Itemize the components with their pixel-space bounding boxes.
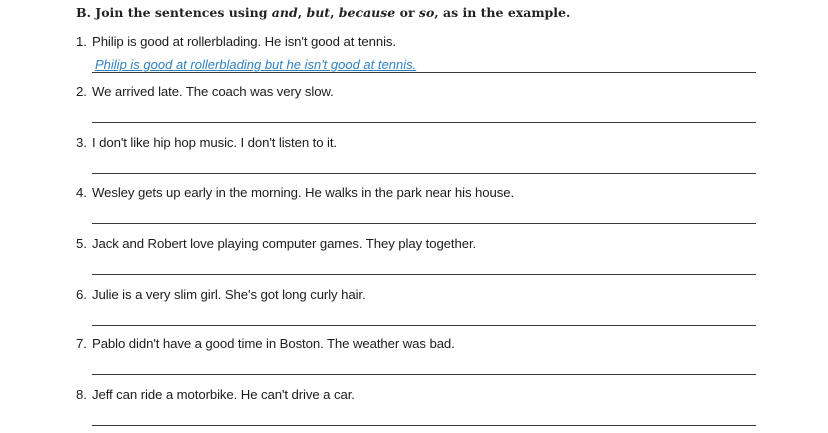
separator: , — [297, 5, 307, 20]
exercise-item-8 — [76, 387, 756, 402]
item-number: 3. — [76, 135, 87, 150]
exercise-item-3 — [76, 135, 756, 150]
question-sentence: I don't like hip hop music. I don't listen to it. — [92, 135, 337, 150]
question-sentence: Pablo didn't have a good time in Boston. The weather was bad. — [92, 336, 455, 351]
question-sentence: Jack and Robert love playing computer games. They play together. — [92, 236, 477, 251]
exercise-item-6 — [76, 287, 756, 302]
word-but: but — [306, 5, 331, 20]
exercise-instruction — [76, 5, 570, 20]
answer-line[interactable] — [92, 54, 756, 73]
exercise-item-4 — [76, 185, 756, 200]
answer-line[interactable] — [92, 407, 756, 426]
question-sentence: We arrived late. The coach was very slow. — [92, 84, 334, 99]
question-sentence: Wesley gets up early in the morning. He walks in the park near his house. — [92, 185, 515, 200]
answer-line[interactable] — [92, 256, 756, 275]
instruction-text-end: , as in the example. — [434, 5, 571, 20]
answer-line[interactable] — [92, 205, 756, 224]
item-number: 6. — [76, 287, 87, 302]
question-sentence: Julie is a very slim girl. She's got long curly hair. — [92, 287, 366, 302]
question-sentence: Philip is good at rollerblading. He isn't good at tennis. — [92, 34, 396, 49]
item-number: 4. — [76, 185, 87, 200]
question-sentence: Jeff can ride a motorbike. He can't drive a car. — [92, 387, 355, 402]
word-and: and — [271, 5, 298, 20]
question-text — [76, 34, 756, 49]
answer-line[interactable] — [92, 356, 756, 375]
question-text — [76, 287, 756, 302]
instruction-text-start: Join the sentences using — [95, 5, 272, 20]
item-number: 7. — [76, 336, 87, 351]
separator: , — [330, 5, 339, 20]
answer-text: Philip is good at rollerblading but he isn't good at tennis. — [95, 57, 417, 72]
exercise-label: B. — [76, 5, 91, 20]
item-number: 2. — [76, 84, 87, 99]
separator: or — [395, 5, 419, 20]
word-so: so — [418, 5, 435, 20]
exercise-item-5 — [76, 236, 756, 251]
answer-line[interactable] — [92, 155, 756, 174]
question-text — [76, 387, 756, 402]
item-number: 1. — [76, 34, 87, 49]
question-text — [76, 236, 756, 251]
answer-line[interactable] — [92, 307, 756, 326]
question-text — [76, 135, 756, 150]
word-because: because — [338, 5, 396, 20]
exercise-item-1 — [76, 34, 756, 72]
item-number: 5. — [76, 236, 87, 251]
exercise-item-7 — [76, 336, 756, 351]
question-text — [76, 336, 756, 351]
question-text — [76, 84, 756, 99]
answer-line[interactable] — [92, 104, 756, 123]
item-number: 8. — [76, 387, 87, 402]
question-text — [76, 185, 756, 200]
exercise-item-2 — [76, 84, 756, 99]
